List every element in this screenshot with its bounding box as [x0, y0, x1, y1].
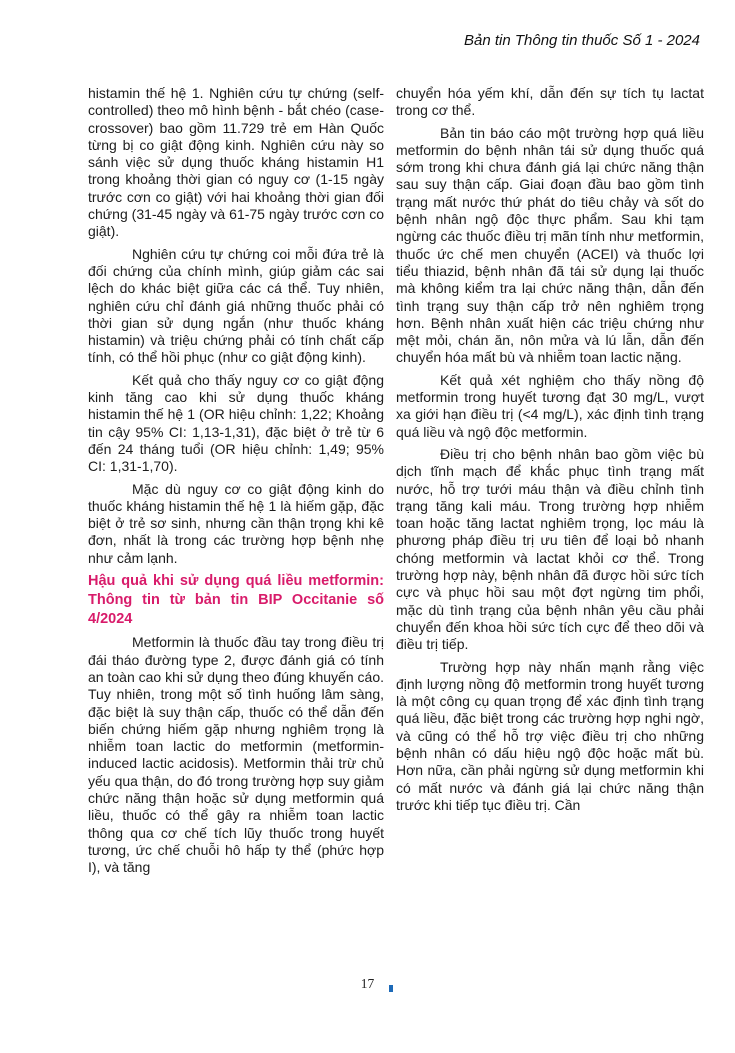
paragraph: Metformin là thuốc đầu tay trong điều trị đái tháo đường type 2, được đánh giá có tính an toàn cao khi sử dụng theo đúng khuyến cáo. Tuy nhiên, trong một số tình huống lâm sàng, đặc biệt là suy thận cấp, thuốc có thể dẫn đến biến chứng hiếm gặp nhưng nghiêm trọng là nhiễm toan lactic do metformin (metformin-induced lactic acidosis). Metformin thải trừ chủ yếu qua thận, do đó trong trường hợp suy giảm chức năng thận hoặc sử dụng metformin quá liều, thuốc có thể gây ra nhiễm toan lactic thông qua cơ chế tích lũy thuốc trong huyết tương, ức chế chuỗi hô hấp ty thể (phức hợp I), và tăng: [88, 634, 384, 876]
page-number: 17: [360, 976, 375, 991]
right-column: [396, 85, 704, 882]
paragraph-continued-from-left-column: chuyển hóa yếm khí, dẫn đến sự tích tụ lactat trong cơ thể.: [396, 85, 704, 119]
paragraph: Bản tin báo cáo một trường hợp quá liều metformin do bệnh nhân tái sử dụng thuốc quá sớm trong khi chưa đánh giá lại chức năng thận sau suy thận cấp. Giai đoạn đầu bao gồm tình trạng mất nước thứ phát do tiêu chảy và sốt do bệnh nhân ngộ độc thực phẩm. Sau khi tạm ngừng các thuốc điều trị mãn tính như metformin, thuốc ức chế men chuyển (ACEI) và thuốc lợi tiểu thiazid, bệnh nhân đã tái sử dụng lại thuốc mà không kiểm tra lại chức năng thận, dẫn đến tình trạng suy thận cấp trở nên nghiêm trọng hơn. Bệnh nhân xuất hiện các triệu chứng như mệt mỏi, chán ăn, nôn mửa và lú lẫn, dẫn đến chuyển hóa mất bù và nhiễm toan lactic nặng.: [396, 124, 704, 366]
running-header: Bản tin Thông tin thuốc Số 1 - 2024: [464, 32, 700, 49]
section-heading-metformin-overdose: Hậu quả khi sử dụng quá liều metformin: Thông tin từ bản tin BIP Occitanie số 4/2024: [88, 573, 384, 627]
paragraph: Kết quả cho thấy nguy cơ co giật động kinh tăng cao khi sử dụng thuốc kháng histamin thế hệ 1 (OR hiệu chỉnh: 1,22; Khoảng tin cậy 95% CI: 1,13-1,31), đặc biệt ở trẻ từ 6 đến 24 tháng tuổi (OR hiệu chỉnh: 1,49; 95% CI: 1,31-1,70).: [88, 371, 384, 475]
two-column-body: [88, 85, 704, 882]
paragraph: Kết quả xét nghiệm cho thấy nồng độ metformin trong huyết tương đạt 30 mg/L, vượt xa giới hạn điều trị (<4 mg/L), xác định tình trạng quá liều và ngộ độc metformin.: [396, 371, 704, 440]
paragraph: Điều trị cho bệnh nhân bao gồm việc bù dịch tĩnh mạch để khắc phục tình trạng mất nước, hỗ trợ tưới máu thận và điều chỉnh tình trạng tăng kali máu. Trong trường hợp nhiễm toan hoặc tăng lactat nghiêm trọng, lọc máu là phương pháp điều trị ưu tiên để loại bỏ nhanh chóng metformin và lactat khỏi cơ thể. Trong trường hợp này, bệnh nhân đã được hồi sức tích cực và phục hồi sau một đợt ngừng tim phổi, mặc dù tình trạng của bệnh nhân yêu cầu phải chuyển đến khoa hồi sức tích cực để theo dõi và điều trị tiếp.: [396, 445, 704, 653]
left-column: [88, 85, 384, 882]
paragraph: Nghiên cứu tự chứng coi mỗi đứa trẻ là đối chứng của chính mình, giúp giảm các sai lệch do khác biệt giữa các cá thể. Tuy nhiên, nghiên cứu chỉ đánh giá những thuốc phải có thời gian sử dụng ngắn (như thuốc kháng histamin) và triệu chứng phải có tính chất cấp tính, có thể hồi phục (như co giật động kinh).: [88, 245, 384, 366]
paragraph-continued-from-previous-page: histamin thế hệ 1. Nghiên cứu tự chứng (self-controlled) theo mô hình bệnh - bắt chéo (case-crossover) bao gồm 11.729 trẻ em Hàn Quốc từng bị co giật động kinh. Nghiên cứu này so sánh việc sử dụng thuốc kháng histamin H1 trong khoảng thời gian có nguy cơ (1-15 ngày trước cơn co giật) với hai khoảng thời gian đối chứng (31-45 ngày và 61-75 ngày trước cơn co giật).: [88, 85, 384, 240]
paragraph: Trường hợp này nhấn mạnh rằng việc định lượng nồng độ metformin trong huyết tương là một công cụ quan trọng để xác định tình trạng quá liều, đặc biệt trong các trường hợp nghi ngờ, và cũng có thể hỗ trợ việc điều trị cho những bệnh nhân có dấu hiệu ngộ độc hoặc mất bù. Hơn nữa, cần phải ngừng sử dụng metformin khi có mất nước và đánh giá lại chức năng thận trước khi tiếp tục điều trị. Cần: [396, 658, 704, 813]
paragraph: Mặc dù nguy cơ co giật động kinh do thuốc kháng histamin thế hệ 1 là hiếm gặp, đặc biệt ở trẻ sơ sinh, nhưng cần thận trọng khi kê đơn, nhất là trong các trường hợp bệnh nhẹ như cảm lạnh.: [88, 480, 384, 566]
